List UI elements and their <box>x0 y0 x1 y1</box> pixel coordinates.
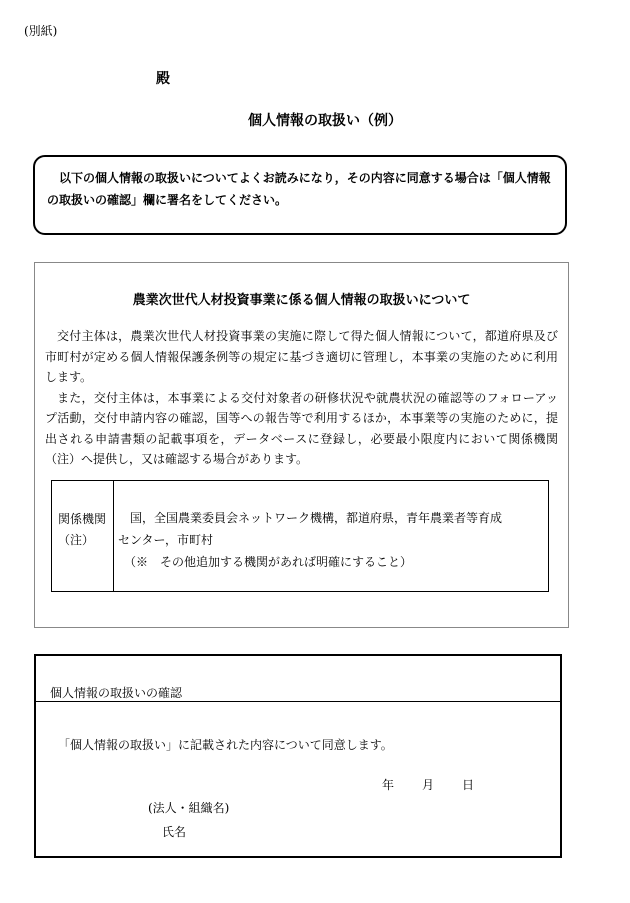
related-organizations-table <box>51 480 549 592</box>
addressee-suffix: 殿 <box>156 71 170 87</box>
attachment-label: (別紙) <box>24 24 58 38</box>
date-field[interactable] <box>382 776 474 793</box>
label-line-1: 関係機関 <box>58 511 107 526</box>
content-line-1: 国，全国農業委員会ネットワーク機構，都道府県，青年農業者等育成 <box>130 510 503 525</box>
date-day-label: 日 <box>462 778 475 792</box>
organization-name-label: (法人・組織名) <box>148 801 230 815</box>
date-month-label: 月 <box>422 778 435 792</box>
section-heading: 農業次世代人材投資事業に係る個人情報の取扱いについて <box>132 293 471 308</box>
confirmation-box <box>34 654 562 858</box>
confirmation-header: 個人情報の取扱いの確認 <box>36 656 560 702</box>
policy-paragraph-2: また，交付主体は，本事業による交付対象者の研修状況や就農状況の確認等のフォローアップ活動，交付申請内容の確認，国等への報告等で利用するほか，本事業等の実施のために，提出される申請書類の記載事項を，データベースに登録し，必要最小限度内において関係機関（注）へ提供し，又は確認する場合があります。 <box>45 390 558 466</box>
content-note: （※ その他追加する機関があれば明確にすること） <box>124 554 413 569</box>
consent-statement: 「個人情報の取扱い」に記載された内容について同意します。 <box>58 738 393 752</box>
policy-paragraph-1: 交付主体は，農業次世代人材投資事業の実施に際して得た個人情報について，都道府県及び市町村が定める個人情報保護条例等の規定に基づき適切に管理し，本事業の実施のために利用します。 <box>45 329 558 384</box>
label-line-2: （注） <box>58 532 95 547</box>
content-line-2: センター，市町村 <box>118 532 214 547</box>
notice-box <box>33 155 567 235</box>
date-year-label: 年 <box>382 778 395 792</box>
related-organizations-content <box>114 481 548 591</box>
related-organizations-label <box>52 481 114 591</box>
notice-line-2: の取扱いの確認」欄に署名をしてください。 <box>47 193 288 207</box>
notice-line-1: 以下の個人情報の取扱いについてよくお読みになり，その内容に同意する場合は「個人情報 <box>59 171 551 185</box>
privacy-policy-section <box>34 262 569 628</box>
signature-name-label: 氏名 <box>162 825 187 839</box>
page-title: 個人情報の取扱い（例） <box>248 113 402 129</box>
